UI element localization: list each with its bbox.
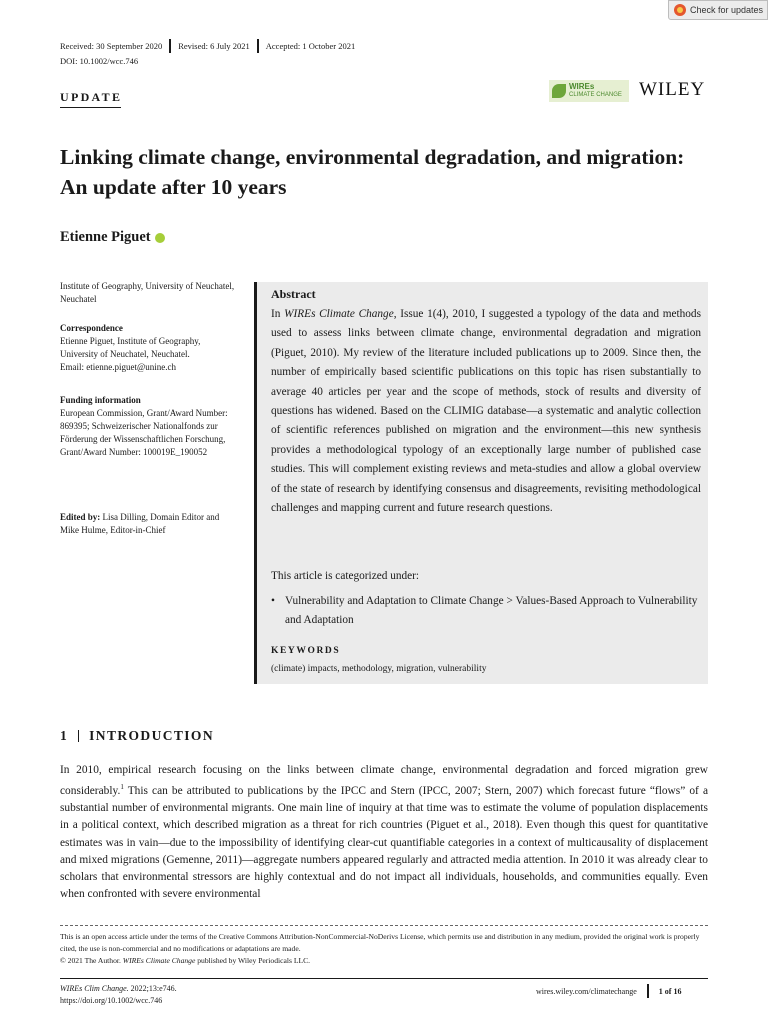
copyright-lead: © 2021 The Author. xyxy=(60,956,123,966)
citation-rest: 2022;13:e746. xyxy=(128,984,177,993)
license-footnote xyxy=(60,931,708,968)
abstract-rule xyxy=(254,282,257,684)
date-separator xyxy=(169,39,171,53)
keywords-heading: KEYWORDS xyxy=(271,646,341,656)
footer-separator xyxy=(647,984,649,998)
section-title: INTRODUCTION xyxy=(89,728,214,743)
check-for-updates-label: Check for updates xyxy=(690,5,764,15)
copyright-journal: WIREs Climate Change xyxy=(122,956,196,966)
journal-site-link[interactable]: wires.wiley.com/climatechange xyxy=(536,986,637,996)
wiley-logo[interactable]: WILEY xyxy=(639,79,706,100)
section-underline xyxy=(60,107,121,108)
edited-label: Edited by: xyxy=(60,512,101,522)
page-number: 1 of 16 xyxy=(658,986,682,996)
heading-separator xyxy=(78,730,79,742)
funding-text: European Commission, Grant/Award Number: 869395; Schweizerischer Nationalfonds zur Förderung der Wissenschaftlichen Forschung, Grant/Award Number: 100019E_190052 xyxy=(60,408,228,457)
category-item[interactable] xyxy=(271,592,703,631)
keywords: (climate) impacts, methodology, migration, vulnerability xyxy=(271,664,487,674)
affiliation: Institute of Geography, University of Neuchatel, Neuchatel xyxy=(60,281,235,304)
wires-logo-line1: WIREs xyxy=(569,82,595,91)
bullet-icon: • xyxy=(271,595,275,607)
orcid-icon[interactable] xyxy=(155,233,165,243)
section-label: UPDATE xyxy=(60,90,123,104)
correspondence-text: Etienne Piguet, Institute of Geography, University of Neuchatel, Neuchatel. xyxy=(60,336,201,359)
intro-part2: This can be attributed to publications by the IPCC and Stern (IPCC, 2007; Stern, 2007) which forecast future “flows” of a substantial number of environmental migrants. One main line of inquiry at that time was to estimate the volume of population displacements in a political context, which described migration as a threat for rich countries (Piguet et al., 2018). Even though this quest for quantitative estimates was in vain—due to the impossibility of identifying clear-cut quantifiable categories in a context of multicausality of displacement and mixed migrations (Gemenne, 2011)—aggregate numbers appeared regularly and attracted media attention. In 2010 it was already clear to scholars that environmental stressors are highly contextual and do not impact all individuals, households, and communities equally. Even when confronted with severe environmental xyxy=(60,785,708,901)
wires-logo-text xyxy=(569,83,622,99)
edited-by xyxy=(60,511,240,537)
footer-right xyxy=(536,984,681,998)
email[interactable]: Email: etienne.piguet@unine.ch xyxy=(60,362,177,372)
correspondence xyxy=(60,322,240,374)
author xyxy=(60,229,165,246)
article-title: Linking climate change, environmental degradation, and migration: An update after 10 years xyxy=(60,145,685,199)
abstract-lead: In xyxy=(271,308,285,320)
wires-logo-line2: CLIMATE CHANGE xyxy=(569,92,622,98)
intro-part1: In 2010, empirical research focusing on the links between climate change, environmental degradation and forced migration grew considerably. xyxy=(60,764,708,797)
funding-label: Funding information xyxy=(60,395,141,405)
refresh-icon xyxy=(674,4,686,16)
check-for-updates-button[interactable] xyxy=(668,0,768,20)
abstract-heading: Abstract xyxy=(271,287,316,301)
doi-label: DOI: 10.1002/wcc.746 xyxy=(60,56,139,66)
funding-information xyxy=(60,394,240,459)
footnote-reference[interactable]: 1 xyxy=(120,783,124,792)
footer-divider xyxy=(60,978,708,979)
citation-journal: WIREs Clim Change. xyxy=(60,984,129,993)
revised-date: Revised: 6 July 2021 xyxy=(178,41,250,51)
introduction-text xyxy=(60,762,708,903)
leaf-icon xyxy=(552,84,566,98)
license-text: This is an open access article under the terms of the Creative Commons Attribution-NonCommercial-NoDerivs License, which permits use and distribution in any medium, provided the original work is properly cited, the use is non-commercial and no modifications or adaptations are made. xyxy=(60,932,700,954)
edited-text: Lisa Dilling, Domain Editor and Mike Hulme, Editor-in-Chief xyxy=(60,512,220,535)
date-separator xyxy=(257,39,259,53)
doi-link[interactable]: https://doi.org/10.1002/wcc.746 xyxy=(60,996,163,1005)
abstract-body: , Issue 1(4), 2010, I suggested a typology of the data and methods used to assess links between climate change, environmental degradation and migration (Piguet, 2010). My review of the literature included publications up to 2009. Since then, the number of empirically based scientific publications on this topic has risen substantially to average 40 articles per year and the scope of methods, stock of results and diversity of questions has widened. Based on the CLIMIG database—a systematic and analytic collection of scientific references published on migration and the environment—this new synthesis provides a methodological typology of an exceptionally large number of published case studies. This will complement existing reviews and meta-studies and allow a global overview of the state of research by identifying consensus and disagreements, revisiting methodological challenges and mapping current and future research questions. xyxy=(271,308,701,515)
section-number: 1 xyxy=(60,728,69,743)
categorized-under: This article is categorized under: xyxy=(271,570,420,582)
category-item-text: Vulnerability and Adaptation to Climate Change > Values-Based Approach to Vulnerability and Adaptation xyxy=(285,595,698,627)
abstract-text xyxy=(271,305,701,518)
wires-logo[interactable] xyxy=(549,80,629,102)
citation xyxy=(60,984,177,993)
abstract-journal: WIREs Climate Change xyxy=(284,308,394,320)
correspondence-label: Correspondence xyxy=(60,323,123,333)
footnote-divider xyxy=(60,925,708,926)
author-name[interactable]: Etienne Piguet xyxy=(60,229,151,245)
accepted-date: Accepted: 1 October 2021 xyxy=(265,41,356,51)
copyright-tail: published by Wiley Periodicals LLC. xyxy=(195,956,311,966)
article-dates xyxy=(60,39,355,53)
introduction-heading xyxy=(60,728,214,744)
received-date: Received: 30 September 2020 xyxy=(60,41,163,51)
